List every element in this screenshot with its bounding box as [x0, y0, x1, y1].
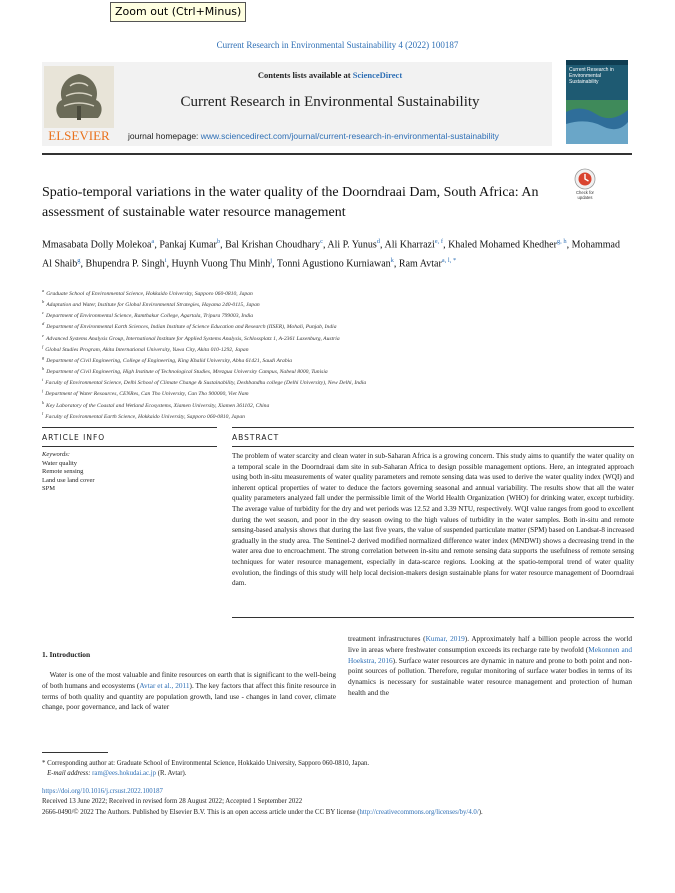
affiliation-text: Key Laboratory of the Coastal and Wetland Ecosystems, Xiamen University, Xiamen 361102, China: [46, 402, 270, 409]
author-list: Mmasabata Dolly Molekoa$^a$, Pankaj Kumar$^b$, Bal Krishan Choudhary$^c$, Ali P. Yunus$^d$, Ali Kharrazi$^{e, f}$, Khaled Mohamed Khedher$^{g, h}$, Mohammad Al Shaib$^g$, Bhupendra P. Singh$^i$, Huynh Vuong Thu Minh$^j$, Tonni Agustiono Kurniawan$^k$, Ram Avtar$^{a, l, *}$: [42, 238, 620, 270]
keyword: Remote sensing: [42, 468, 84, 475]
affiliation-marker: b: [42, 299, 45, 305]
citation-link[interactable]: Kumar, 2019: [425, 634, 465, 643]
affiliation-marker: i: [42, 377, 44, 383]
author-name[interactable]: Tonni Agustiono Kurniawan: [276, 258, 391, 270]
keyword: Land use land cover: [42, 476, 95, 484]
citation-link[interactable]: Avtar et al., 2011: [139, 680, 190, 690]
article-info-rule-2: [42, 446, 217, 447]
abstract-text: The problem of water scarcity and clean water in sub-Saharan Africa is a growing concern. This study aims to quantify the water quality on a temporal scale in the Doorndraai dam site in sub-Saharan Africa to design possible management options. Here, an integrated approach using both in-situ measurements of water quality parameters and remote sensing data was used to derive the water quality index (WQI) and inherent optical properties of water to deduce the factors governing seasonal and annual variability. The results show that all the water quality parameters analyzed fall under the permissible limit of the World Health Organization (WHO) for drinking water, except turbidity. The average value of turbidity for the dry and wet periods was 12.52 and 3.39 NTU, respectively. WQI value ranges from good to excellent during the wet season, and poor in the dry season owing to the high values of turbidity in the water samples. Both in-situ and remote sensing-based analysis shows that during the last five years, the value of suspended particulate matter (SPM) based on Landsat-8 increased gradually in the study area. The Sentinel-2 derived modified normalized difference water index (MNDWI) shows a decreasing trend in the water area due to encroachment. The strong correlation between in-situ and remote sensing data supports the usefulness of remote sensing techniques for water resource management, especially in data-scarce regions. Looking at the spatio-temporal trend of water quality evolution, the findings of this study will help local decision-makers design sustainable plans for water resource management of Doorndraai dam.: [232, 452, 634, 588]
zoom-out-tooltip: Zoom out (Ctrl+Minus): [110, 2, 246, 22]
received-dates: Received 13 June 2022; Received in revised form 28 August 2022; Accepted 1 September 2022: [42, 798, 303, 806]
affiliation-text: Department of Civil Engineering, College of Engineering, King Khalid University, Abha 61421, Saudi Arabia: [46, 357, 292, 364]
author-affiliation-marker[interactable]: b: [216, 238, 221, 245]
affiliation-text: Faculty of Environmental Earth Science, Hokkaido University, Sapporo 060-0810, Japan: [45, 413, 245, 420]
intro-text: ). The key factors that affect this finite resource in terms of both quality and quantity are population growth, land use - changes in land cover, climate change, poor governance, and lack of water: [42, 680, 336, 712]
affiliation-text: Global Studies Program, Akita International University, Yuwa City, Akita 010-1292, Japan: [45, 346, 249, 353]
sciencedirect-link[interactable]: ScienceDirect: [352, 70, 403, 80]
homepage-prefix: journal homepage:: [128, 131, 201, 141]
affiliation-marker: a: [42, 288, 45, 293]
article-title: Spatio-temporal variations in the water quality of the Doorndraai Dam, South Africa: An assessment of sustainable water resource management: [42, 185, 539, 220]
homepage-link[interactable]: www.sciencedirect.com/journal/current-research-in-environmental-sustainability: [200, 131, 499, 141]
intro-text: ). Approximately half a billion people across the world live in areas where freshwater consumption exceeds its recharge rate by twofold (: [348, 634, 633, 654]
header-divider: [42, 153, 632, 155]
affiliation-item: [42, 376, 632, 387]
affiliation-text: Department of Environmental Science, Ramthakur College, Agartala, Tripura 799003, India: [46, 313, 254, 320]
license-link[interactable]: http://creativecommons.org/licenses/by/4.0/: [359, 808, 479, 816]
author-affiliation-marker[interactable]: k: [390, 257, 394, 265]
email-link[interactable]: ram@ees.hokudai.ac.jp: [92, 770, 156, 777]
keywords-block: [42, 451, 192, 494]
affiliation-item: [42, 287, 632, 298]
footnote: [42, 759, 632, 779]
article-info-heading: ARTICLE INFO: [42, 433, 106, 442]
keywords-label: Keywords:: [42, 451, 70, 458]
journal-title: Current Research in Environmental Sustainability: [180, 94, 480, 110]
author-affiliation-marker[interactable]: g: [77, 257, 81, 265]
affiliation-marker: e: [42, 332, 44, 338]
check-updates-label-2: updates: [577, 195, 593, 200]
author-affiliation-marker[interactable]: d: [376, 238, 381, 245]
affiliation-marker: j: [42, 388, 44, 394]
affiliation-marker: g: [42, 354, 45, 360]
corresponding-author: * Corresponding author at: Graduate School of Environmental Science, Hokkaido University, Sapporo 060-0810, Japan.: [42, 760, 370, 767]
author-name[interactable]: Ali Kharrazi: [384, 239, 435, 251]
affiliation-marker: c: [42, 310, 44, 316]
affiliation-text: Graduate School of Environmental Science, Hokkaido University, Sapporo 060-0810, Japan: [46, 290, 253, 297]
journal-homepage-line: [128, 131, 568, 141]
author-name[interactable]: Mohammad Al Shaib: [42, 239, 620, 270]
affiliation-text: Department of Environmental Earth Sciences, Indian Institute of Science Education and Research (IISER), Mohali, Punjab, India: [46, 324, 337, 331]
affiliation-item: [42, 399, 632, 410]
author-name[interactable]: Huynh Vuong Thu Minh: [171, 258, 271, 270]
author-name[interactable]: Bal Krishan Choudhary: [225, 239, 321, 251]
author-name[interactable]: Pankaj Kumar: [159, 239, 217, 251]
author-name[interactable]: Ram Avtar: [398, 258, 442, 270]
article-info-rule: [42, 427, 217, 428]
affiliation-marker: l: [42, 410, 44, 416]
journal-reference-link[interactable]: Current Research in Environmental Sustainability 4 (2022) 100187: [216, 40, 459, 50]
citation-link[interactable]: Mekonnen and Hoekstra, 2016: [348, 644, 632, 665]
email-suffix: (R. Avtar).: [156, 770, 187, 777]
author-affiliation-marker[interactable]: e, f: [434, 238, 444, 245]
author-affiliation-marker[interactable]: g, h: [556, 238, 567, 245]
affiliation-item: [42, 332, 632, 343]
affiliation-text: Department of Civil Engineering, High Institute of Technological Studies, Mrezgua University Campus, Nabeul 8000, Tunisia: [46, 368, 328, 375]
author-affiliation-marker[interactable]: c: [320, 238, 323, 245]
author-affiliation-marker[interactable]: j: [270, 257, 273, 265]
journal-cover-thumbnail[interactable]: [566, 60, 628, 144]
abstract-rule: [232, 427, 634, 428]
elsevier-logo: [44, 66, 114, 144]
affiliation-text: Department of Water Resources, CENRes, Can Tho University, Can Tho 900000, Viet Nam: [45, 391, 249, 398]
license-text-end: ).: [478, 808, 483, 816]
author-name[interactable]: Ali P. Yunus: [327, 239, 377, 251]
email-label: E-mail address:: [47, 770, 93, 777]
elsevier-wordmark: ELSEVIER: [48, 128, 110, 143]
affiliation-item: [42, 309, 632, 320]
contents-prefix: Contents lists available at: [257, 70, 353, 80]
check-updates-label: Check for: [576, 190, 594, 195]
intro-text: treatment infrastructures (: [348, 634, 426, 643]
affiliation-text: Adaptation and Water, Institute for Global Environmental Strategies, Hayama 240-0115, Japan: [46, 302, 260, 309]
footnote-rule: [42, 752, 108, 753]
author-affiliation-marker[interactable]: a, l, *: [441, 257, 457, 265]
cover-title: Current Research in Environmental Sustainability: [569, 67, 614, 85]
doi-block: [42, 787, 642, 818]
affiliation-text: Faculty of Environmental Science, Delhi School of Climate Change & Sustainability, Deshbandhu college (Delhi University), New Delhi, India: [45, 380, 367, 387]
abstract-bottom-rule: [232, 617, 634, 618]
doi-link[interactable]: https://doi.org/10.1016/j.crsust.2022.100187: [42, 788, 163, 795]
introduction-heading: 1. Introduction: [42, 650, 91, 659]
affiliation-marker: k: [42, 399, 44, 405]
abstract-heading: ABSTRACT: [232, 433, 280, 442]
intro-right-column: [348, 634, 632, 699]
affiliation-list: [42, 287, 632, 421]
affiliation-marker: d: [42, 321, 45, 327]
intro-text: Water is one of the most valuable and finite resources on earth that is significant to the well-being of both humans and ecosystems (: [42, 670, 336, 690]
abstract-rule-2: [232, 446, 634, 447]
affiliation-item: [42, 410, 632, 421]
affiliation-item: [42, 343, 632, 354]
author-affiliation-marker[interactable]: i: [164, 257, 167, 265]
check-for-updates-badge[interactable]: [570, 167, 600, 201]
author-name[interactable]: Mmasabata Dolly Molekoa: [42, 239, 152, 251]
author-name[interactable]: Khaled Mohamed Khedher: [448, 239, 557, 251]
contents-line: [130, 70, 530, 80]
affiliation-item: [42, 387, 632, 398]
license-text: 2666-0490/© 2022 The Authors. Published by Elsevier B.V. This is an open access article under the CC BY license (: [42, 808, 360, 816]
affiliation-item: [42, 365, 632, 376]
author-name[interactable]: Bhupendra P. Singh: [85, 258, 165, 270]
intro-text: ). Surface water resources are dynamic in nature and prone to both point and non-point sources of pollution. Therefore, regular monitoring of surface water bodies in terms of its dynamics is necessary for sustainable water resource management and protection of human health and the: [348, 655, 632, 697]
affiliation-marker: h: [42, 366, 45, 372]
affiliation-marker: f: [42, 343, 44, 349]
author-affiliation-marker[interactable]: a: [151, 238, 155, 245]
affiliation-item: [42, 320, 632, 331]
keyword: Water quality: [42, 459, 78, 467]
affiliation-item: [42, 354, 632, 365]
keyword: SPM: [42, 485, 56, 492]
intro-left-column: [42, 670, 336, 713]
affiliation-item: [42, 298, 632, 309]
affiliation-text: Advanced Systems Analysis Group, International Institute for Applied Systems Analysis, Schlossplatz 1, A-2361 Laxenburg, Austria: [46, 335, 340, 342]
